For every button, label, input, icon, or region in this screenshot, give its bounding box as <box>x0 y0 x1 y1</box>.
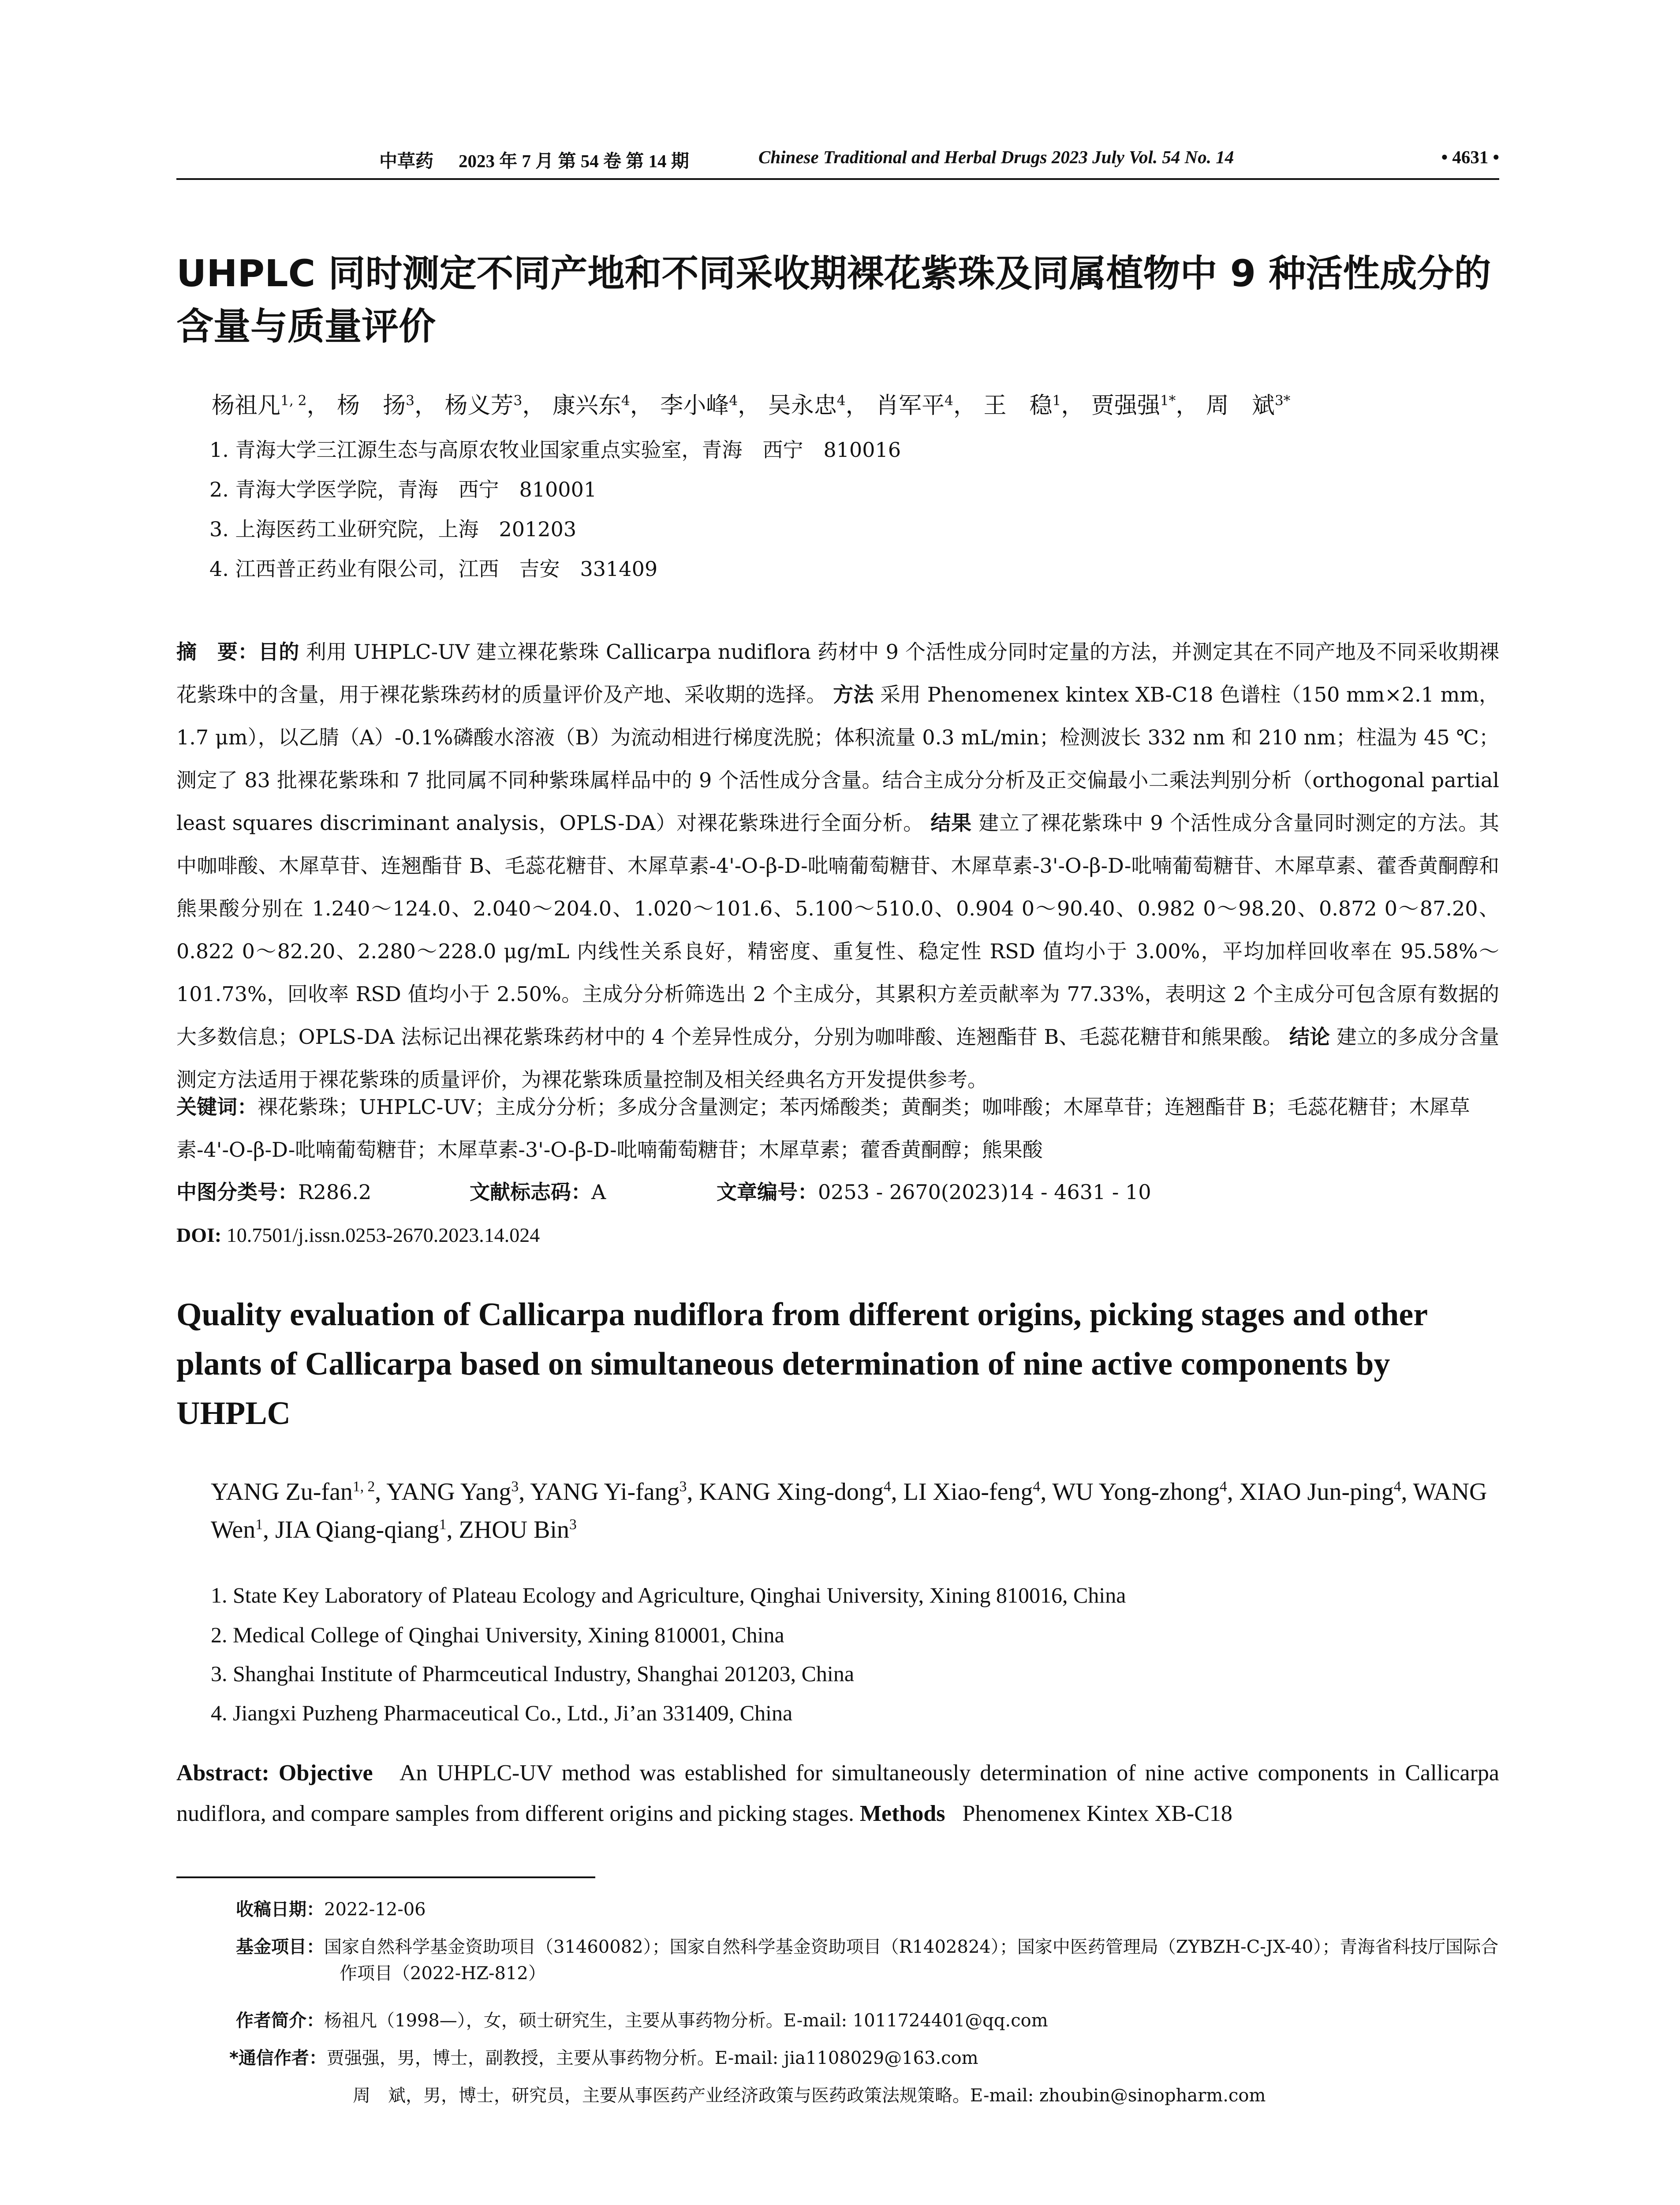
page-number: • 4631 • <box>1441 147 1499 167</box>
affiliation-en-1: 1. State Key Laboratory of Plateau Ecology and Agriculture, Qinghai University, Xining 810016, China <box>211 1583 1126 1607</box>
author: WANG Wen$^1$, <box>211 1478 1487 1544</box>
affiliation-cn-1: 1. 青海大学三江源生态与高原农牧业国家重点实验室，青海 西宁 810016 <box>209 438 901 462</box>
methods-en-label: Methods <box>859 1801 945 1826</box>
objective-en-label: Objective <box>278 1760 373 1786</box>
author: YANG Yang$^3$, <box>386 1478 530 1506</box>
author: XIAO Jun-ping$^4$, <box>1239 1478 1413 1506</box>
affiliation-cn-3: 3. 上海医药工业研究院，上海 201203 <box>209 517 577 541</box>
results-label: 结果 <box>930 811 972 835</box>
author: 吴永忠$^4$， <box>768 392 869 419</box>
doi-label: DOI: <box>176 1224 222 1246</box>
objective-en-text: An UHPLC-UV method was established for simultaneously determination of nine active components in Callicarpa nudiflora, and compare samples from different origins and picking stages. <box>176 1760 1499 1826</box>
methods-label: 方法 <box>833 683 874 706</box>
authors-en <box>211 1473 1503 1549</box>
footnote-received: 收稿日期：2022-12-06 <box>236 1899 426 1920</box>
affiliation-en-4: 4. Jiangxi Puzheng Pharmaceutical Co., Ltd., Ji’an 331409, China <box>211 1700 793 1725</box>
document-code: 文献标志码：A <box>470 1180 606 1204</box>
results-text: 建立了裸花紫珠中 9 个活性成分含量同时测定的方法。其中咖啡酸、木犀草苷、连翘酯苷 B、毛蕊花糖苷、木犀草素-4'-O-β-D-吡喃葡萄糖苷、木犀草素-3'-O-β-D-吡喃葡萄糖苷、木犀草素、藿香黄酮醇和熊果酸分别在 1.240～124.0、2.040～204.0、1.020～101.6、5.100～510.0、0.904 0～90.40、0.982 0～98.20、0.872 0～87.20、0.822 0～82.20、2.280～228.0 μg/mL 内线性关系良好，精密度、重复性、稳定性 RSD 值均小于 3.00%，平均加样回收率在 95.58%～101.73%，回收率 RSD 值均小于 2.50%。主成分分析筛选出 2 个主成分，其累积方差贡献率为 77.33%，表明这 2 个主成分可包含原有数据的大多数信息；OPLS-DA 法标记出裸花紫珠药材中的 4 个差异性成分，分别为咖啡酸、连翘酯苷 B、毛蕊花糖苷和熊果酸。 <box>176 811 1499 1049</box>
conclusion-text: 建立的多成分含量测定方法适用于裸花紫珠的质量评价，为裸花紫珠质量控制及相关经典名方开发提供参考。 <box>176 1025 1500 1091</box>
author: YANG Yi-fang$^3$, <box>530 1478 699 1506</box>
keywords-cn <box>176 1086 1499 1171</box>
author: 王 稳$^1$， <box>983 392 1084 419</box>
running-header <box>176 146 1499 175</box>
abstract-en <box>176 1753 1499 1834</box>
doi-value: 10.7501/j.issn.0253-2670.2023.14.024 <box>226 1224 540 1246</box>
author: 杨 扬$^3$， <box>337 392 437 419</box>
affiliation-en-2: 2. Medical College of Qinghai University, Xining 810001, China <box>211 1622 784 1647</box>
header-rule <box>176 178 1499 180</box>
author: 肖军平$^4$， <box>876 392 976 419</box>
author: 杨祖凡$^{1, 2}$， <box>212 392 330 419</box>
classification-line <box>176 1171 1499 1214</box>
keywords-label: 关键词： <box>176 1095 258 1119</box>
journal-name: 中草药 <box>379 150 433 172</box>
conclusion-label: 结论 <box>1289 1025 1330 1049</box>
clc-number: 中图分类号：R286.2 <box>176 1180 372 1204</box>
authors-cn <box>212 390 1490 421</box>
author: KANG Xing-dong$^4$, <box>699 1478 903 1506</box>
affiliation-en-3: 3. Shanghai Institute of Pharmceutical Industry, Shanghai 201203, China <box>211 1661 855 1686</box>
author: LI Xiao-feng$^4$, <box>903 1478 1053 1506</box>
author: 周 斌$^{3*}$ <box>1206 392 1291 419</box>
keywords-text: 裸花紫珠；UHPLC-UV；主成分分析；多成分含量测定；苯丙烯酸类；黄酮类；咖啡酸；木犀草苷；连翘酯苷 B；毛蕊花糖苷；木犀草素-4'-O-β-D-吡喃葡萄糖苷；木犀草素-3'-O-β-D-吡喃葡萄糖苷；木犀草素；藿香黄酮醇；熊果酸 <box>176 1095 1470 1162</box>
objective-text: 利用 UHPLC-UV 建立裸花紫珠 Callicarpa nudiflora 药材中 9 个活性成分同时定量的方法，并测定其在不同产地及不同采收期裸花紫珠中的含量，用于裸花紫珠药材的质量评价及产地、采收期的选择。 <box>176 640 1500 706</box>
author: YANG Zu-fan$^{1, 2}$, <box>211 1478 387 1506</box>
title-cn: UHPLC 同时测定不同产地和不同采收期裸花紫珠及同属植物中 9 种活性成分的含量与质量评价 <box>176 252 1491 348</box>
author: 康兴东$^4$， <box>552 392 653 419</box>
author: 杨义芳$^3$， <box>444 392 545 419</box>
methods-en-text: Phenomenex Kintex XB-C18 <box>962 1801 1232 1826</box>
author: WU Yong-zhong$^4$, <box>1052 1478 1239 1506</box>
footnote-corresponding: *通信作者：贾强强，男，博士，副教授，主要从事药物分析。E-mail: jia1108029@163.com <box>229 2048 978 2068</box>
objective-label: 目的 <box>258 640 299 664</box>
issue-info-cn: 2023 年 7 月 第 54 卷 第 14 期 <box>459 151 689 171</box>
doi <box>176 1214 540 1256</box>
footnote-funding: 基金项目：国家自然科学基金资助项目（31460082）；国家自然科学基金资助项目（R1402824）；国家中医药管理局（ZYBZH-C-JX-40）；青海省科技厅国际合作项目（2022-HZ-812） <box>236 1937 1499 1984</box>
abstract-cn <box>176 631 1499 1101</box>
footnote-author-bio: 作者简介：杨祖凡（1998—），女，硕士研究生，主要从事药物分析。E-mail: 1011724401@qq.com <box>236 2011 1048 2031</box>
affiliation-cn-4: 4. 江西普正药业有限公司，江西 吉安 331409 <box>209 557 658 581</box>
methods-text: 采用 Phenomenex kintex XB-C18 色谱柱（150 mm×2.1 mm，1.7 μm），以乙腈（A）-0.1%磷酸水溶液（B）为流动相进行梯度洗脱；体积流量 0.3 mL/min；检测波长 332 nm 和 210 nm；柱温为 45 ℃；测定了 83 批裸花紫珠和 7 批同属不同种紫珠属样品中的 9 个活性成分含量。结合主成分分析及正交偏最小二乘法判别分析（orthogonal partial least squares discriminant analysis，OPLS-DA）对裸花紫珠进行全面分析。 <box>176 683 1500 835</box>
author: 贾强强$^{1*}$， <box>1091 392 1199 419</box>
author: JIA Qiang-qiang$^1$, <box>275 1516 459 1544</box>
abstract-label: 摘 要： <box>176 640 258 664</box>
author: 李小峰$^4$， <box>660 392 761 419</box>
footnote-corresponding-2: 周 斌，男，博士，研究员，主要从事医药产业经济政策与医药政策法规策略。E-mail: zhoubin@sinopharm.com <box>353 2085 1266 2106</box>
footnote-rule <box>176 1876 595 1878</box>
article-number: 文章编号：0253 - 2670(2023)14 - 4631 - 10 <box>717 1180 1151 1204</box>
abstract-en-label: Abstract: <box>176 1760 269 1786</box>
title-en: Quality evaluation of Callicarpa nudiflora from different origins, picking stages and other plants of Callicarpa based on simultaneous determination of nine active components by UHPLC <box>176 1297 1427 1431</box>
author: ZHOU Bin$^3$ <box>459 1516 577 1544</box>
issue-info-en: Chinese Traditional and Herbal Drugs 2023 July Vol. 54 No. 14 <box>758 147 1234 167</box>
affiliation-cn-2: 2. 青海大学医学院，青海 西宁 810001 <box>209 478 597 501</box>
